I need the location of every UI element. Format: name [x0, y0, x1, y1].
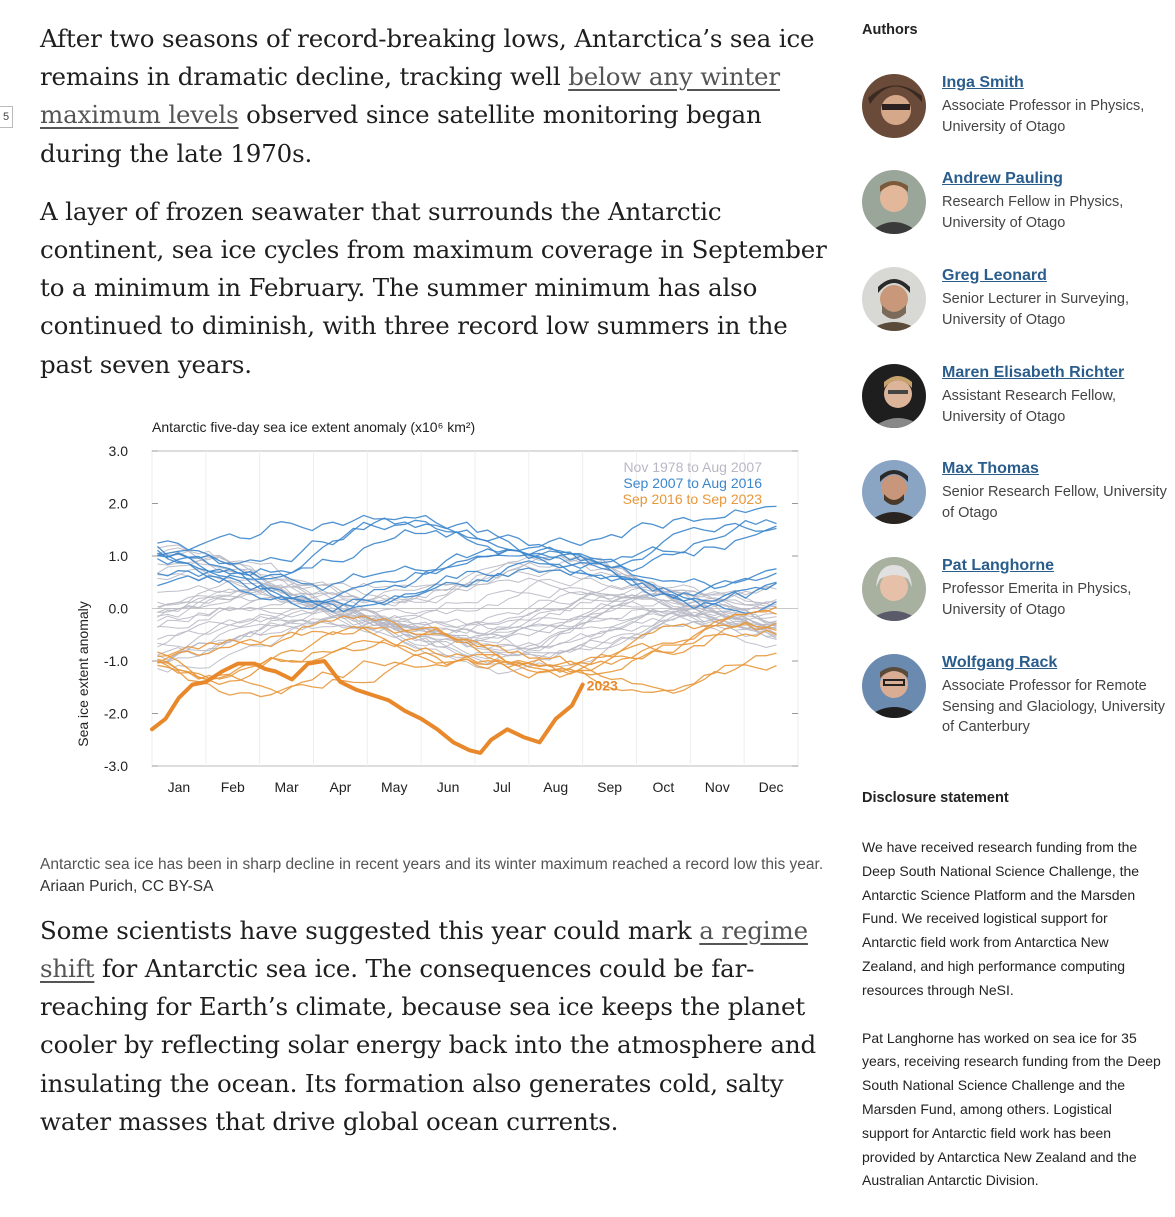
paragraph-text: After two seasons of record-breaking lows, Antarctica’s sea ice remains in dramatic decline, tracking well	[40, 24, 815, 92]
author-role: Senior Research Fellow, University of Otago	[942, 484, 1167, 521]
author-card	[862, 557, 1162, 627]
link-regime-shift[interactable]: a regime shift	[40, 915, 808, 984]
x-tick-label: Dec	[758, 778, 784, 795]
y-tick-label: -3.0	[103, 757, 128, 774]
series-label-2023: 2023	[586, 677, 618, 694]
chart-svg	[40, 414, 840, 854]
paragraph-text: A layer of frozen seawater that surrounds the Antarctic continent, sea ice cycles from maximum coverage in September to a minimum in February. The summer minimum has also continued to diminish, with three record low summers in the past seven years.	[40, 196, 827, 379]
y-tick-label: 2.0	[108, 495, 128, 512]
x-tick-label: Nov	[704, 778, 730, 795]
paragraph-2	[40, 193, 840, 384]
paragraph-text: Some scientists have suggested this year could mark	[40, 915, 700, 945]
y-tick-label: -1.0	[103, 652, 128, 669]
x-tick-label: Apr	[329, 778, 352, 795]
paragraph-text: for Antarctic sea ice. The consequences could be far-reaching for Earth’s climate, because sea ice keeps the planet cooler by reflecting solar energy back into the atmosphere and insulating the ocean. Its formation also generates cold, salty water masses that drive global ocean currents.	[40, 954, 816, 1136]
authors-sidebar	[862, 22, 1167, 735]
legend-entry: Sep 2016 to Sep 2023	[622, 490, 762, 507]
figure-caption	[40, 854, 840, 898]
author-card	[862, 654, 1165, 735]
chart-title: Antarctic five-day sea ice extent anomaly (x10⁶ km²)	[152, 418, 476, 435]
author-card	[862, 74, 1162, 144]
y-tick-label: -2.0	[103, 705, 128, 722]
author-name-link[interactable]: Maren Elisabeth Richter	[942, 364, 1125, 381]
avatar[interactable]	[862, 364, 926, 428]
author-role: Research Fellow in Physics, University of Otago	[942, 194, 1124, 231]
x-tick-label: Oct	[652, 778, 675, 795]
authors-heading: Authors	[862, 22, 918, 38]
y-axis-label: Sea ice extent anomaly	[75, 601, 91, 747]
caption-text: Antarctic sea ice has been in sharp decline in recent years and its winter maximum reached a record low this year.	[40, 855, 824, 873]
caption-credit: Ariaan Purich, CC BY-SA	[40, 877, 214, 895]
avatar[interactable]	[862, 267, 926, 331]
author-role: Senior Lecturer in Surveying, University of Otago	[942, 291, 1129, 328]
disclosure-section	[862, 790, 1162, 1217]
disclosure-paragraph: Pat Langhorne has worked on sea ice for 35 years, receiving research funding from the Deep South National Science Challenge and the Marsden Fund, among others. Logistical support for Antarctic field work has been provided by Antarctica New Zealand and the Australian Antarctic Division.	[862, 1029, 1161, 1189]
author-role: Associate Professor in Physics, University of Otago	[942, 98, 1145, 135]
y-tick-label: 3.0	[108, 442, 128, 459]
paragraph-1	[40, 20, 840, 173]
avatar[interactable]	[862, 654, 926, 718]
disclosure-heading: Disclosure statement	[862, 790, 1009, 806]
avatar[interactable]	[862, 557, 926, 621]
x-tick-label: Jan	[167, 778, 191, 795]
author-name-link[interactable]: Inga Smith	[942, 74, 1024, 91]
x-tick-label: Sep	[597, 778, 623, 795]
avatar[interactable]	[862, 170, 926, 234]
x-tick-label: Aug	[543, 778, 569, 795]
author-role: Assistant Research Fellow, University of Otago	[942, 388, 1117, 425]
avatar[interactable]	[862, 460, 926, 524]
author-role: Associate Professor for Remote Sensing and Glaciology, University of Canterbury	[942, 678, 1165, 735]
legend-entry: Nov 1978 to Aug 2007	[623, 458, 762, 475]
author-card	[862, 267, 1162, 337]
author-role: Professor Emerita in Physics, University of Otago	[942, 581, 1132, 618]
x-tick-label: Feb	[220, 778, 245, 795]
author-name-link[interactable]: Greg Leonard	[942, 267, 1047, 284]
article-body	[40, 20, 840, 1161]
author-name-link[interactable]: Pat Langhorne	[942, 557, 1055, 574]
author-name-link[interactable]: Wolfgang Rack	[942, 654, 1058, 671]
disclosure-paragraph: We have received research funding from the Deep South National Science Challenge, the Antarctic Science Platform and the Marsden Fund. We received logistical support for Antarctic field work from Antarctica New Zealand, and high performance computing resources through NeSI.	[862, 839, 1140, 998]
author-card	[862, 460, 1167, 530]
x-tick-label: May	[381, 778, 408, 795]
author-card	[862, 170, 1162, 240]
y-tick-label: 1.0	[108, 547, 128, 564]
author-name-link[interactable]: Max Thomas	[942, 460, 1039, 477]
avatar[interactable]	[862, 74, 926, 138]
x-tick-label: Jul	[492, 778, 511, 795]
paragraph-3	[40, 912, 840, 1141]
author-name-link[interactable]: Andrew Pauling	[942, 170, 1063, 187]
y-tick-label: 0.0	[108, 600, 128, 617]
legend-entry: Sep 2007 to Aug 2016	[623, 474, 762, 491]
sea-ice-chart	[40, 414, 840, 854]
paragraph-text: observed since satellite monitoring began during the late 1970s.	[40, 100, 762, 168]
side-marker: 5	[0, 106, 13, 128]
link-below-winter-max[interactable]: below any winter maximum levels	[40, 62, 780, 130]
author-card	[862, 364, 1162, 434]
x-tick-label: Jun	[436, 778, 460, 795]
x-tick-label: Mar	[274, 778, 299, 795]
